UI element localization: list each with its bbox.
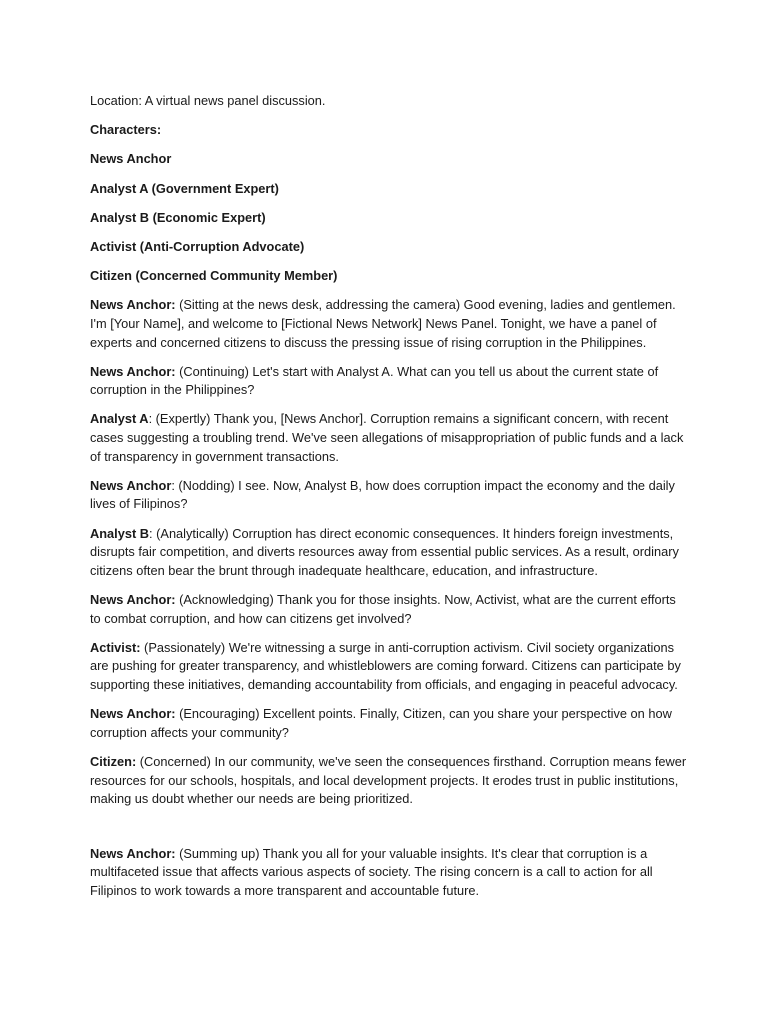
dialogue-paragraph: [90, 296, 690, 352]
dialogue-text: : (Expertly) Thank you, [News Anchor]. Corruption remains a significant concern, with recent cases suggesting a troubling trend. We've seen allegations of misappropriation of public funds and a lack of transparency in government transactions.: [90, 411, 684, 464]
dialogue-paragraph: [90, 477, 690, 514]
dialogue-paragraph: [90, 410, 690, 466]
dialogue-paragraph: [90, 363, 690, 400]
speaker-name: Citizen:: [90, 753, 137, 769]
dialogue-paragraph: [90, 845, 690, 901]
speaker-name: News Anchor: [90, 477, 172, 493]
character-analyst-a: Analyst A (Government Expert): [90, 180, 279, 196]
dialogue-text: (Summing up) Thank you all for your valuable insights. It's clear that corruption is a multifaceted issue that affects various aspects of society. The rising concern is a call to action for all Filipinos to work towards a more transparent and accountable future.: [90, 845, 653, 898]
location-line: Location: A virtual news panel discussion.: [90, 93, 326, 108]
document-page: [90, 92, 690, 911]
character-activist: Activist (Anti-Corruption Advocate): [90, 238, 305, 254]
dialogue-text: (Sitting at the news desk, addressing the camera) Good evening, ladies and gentlemen. I'm [Your Name], and welcome to [Fictional News Network] News Panel. Tonight, we have a panel of experts and concerned citizens to discuss the pressing issue of rising corruption in the Philippines.: [90, 297, 676, 350]
dialogue-paragraph: [90, 591, 690, 628]
dialogue-text: (Passionately) We're witnessing a surge in anti-corruption activism. Civil society organizations are pushing for greater transparency, and whistleblowers are coming forward. Citizens can participate by supporting these initiatives, demanding accountability from officials, and engaging in peaceful advocacy.: [90, 639, 681, 692]
speaker-name: News Anchor:: [90, 592, 176, 607]
speaker-name: News Anchor:: [90, 706, 176, 722]
dialogue-paragraph: [90, 639, 690, 695]
dialogue-paragraph: [90, 705, 690, 742]
characters-heading: Characters:: [90, 122, 162, 138]
dialogue-text: (Acknowledging) Thank you for those insights. Now, Activist, what are the current efforts to combat corruption, and how can citizens get involved?: [90, 592, 676, 626]
speaker-name: Analyst B: [90, 525, 150, 541]
dialogue-paragraph: [90, 753, 690, 809]
speaker-name: Analyst A: [90, 411, 149, 427]
dialogue-text: : (Nodding) I see. Now, Analyst B, how does corruption impact the economy and the daily lives of Filipinos?: [90, 477, 675, 512]
speaker-name: Activist:: [90, 639, 141, 655]
character-citizen: Citizen (Concerned Community Member): [90, 268, 338, 284]
speaker-name: News Anchor:: [90, 845, 176, 861]
character-news-anchor: News Anchor: [90, 151, 172, 167]
dialogue-paragraph: [90, 525, 690, 581]
speaker-name: News Anchor:: [90, 297, 176, 313]
dialogue-text: : (Analytically) Corruption has direct economic consequences. It hinders foreign investments, disrupts fair competition, and diverts resources away from essential public services. As a result, ordinary citizens often bear the brunt through inadequate healthcare, education, and infrastructure.: [90, 525, 679, 578]
dialogue-text: (Continuing) Let's start with Analyst A. What can you tell us about the current state of corruption in the Philippines?: [90, 363, 659, 398]
speaker-name: News Anchor:: [90, 363, 176, 379]
dialogue-text: (Encouraging) Excellent points. Finally, Citizen, can you share your perspective on how corruption affects your community?: [90, 706, 672, 740]
dialogue-text: (Concerned) In our community, we've seen the consequences firsthand. Corruption means fewer resources for our schools, hospitals, and local development projects. It erodes trust in public institutions, making us doubt whether our needs are being prioritized.: [90, 753, 687, 807]
character-analyst-b: Analyst B (Economic Expert): [90, 209, 266, 225]
